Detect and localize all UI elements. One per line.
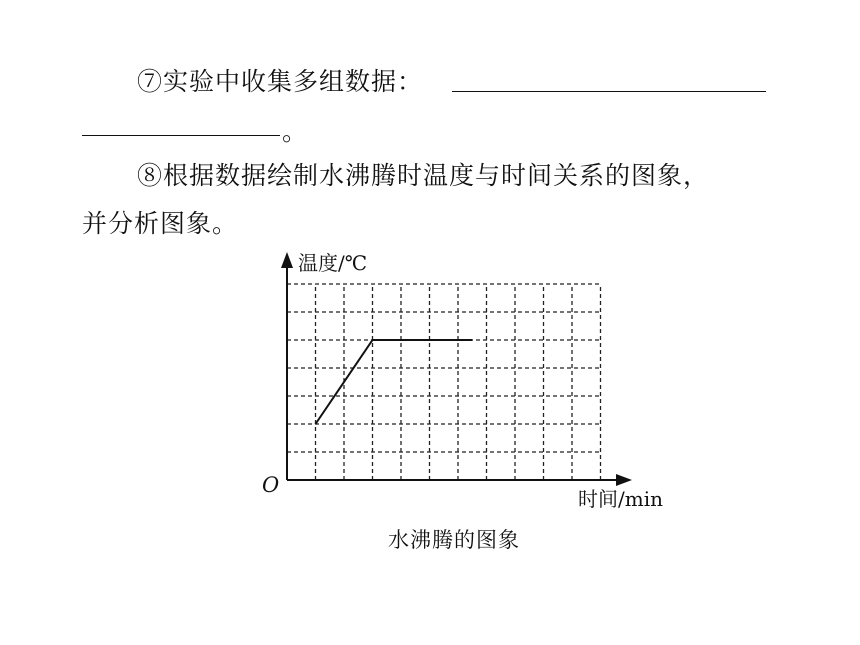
item-8-line-1: ⑧根据数据绘制水沸腾时温度与时间关系的图象， <box>137 161 710 190</box>
item-7-text: ⑦实验中收集多组数据： <box>137 67 424 96</box>
chart-caption: 水沸腾的图象 <box>388 528 520 552</box>
x-axis-label: 时间/min <box>578 487 663 511</box>
origin-label: O <box>262 473 280 497</box>
chart-axes <box>281 252 632 486</box>
chart-series <box>316 340 473 424</box>
temperature-curve <box>316 340 473 424</box>
y-axis-label: 温度/℃ <box>298 251 368 275</box>
x-axis-arrow <box>616 474 632 486</box>
chart-grid <box>287 284 601 480</box>
item-7-period: 。 <box>282 117 309 146</box>
item-8-line-2: 并分析图象。 <box>82 209 239 238</box>
y-axis-arrow <box>281 252 293 268</box>
